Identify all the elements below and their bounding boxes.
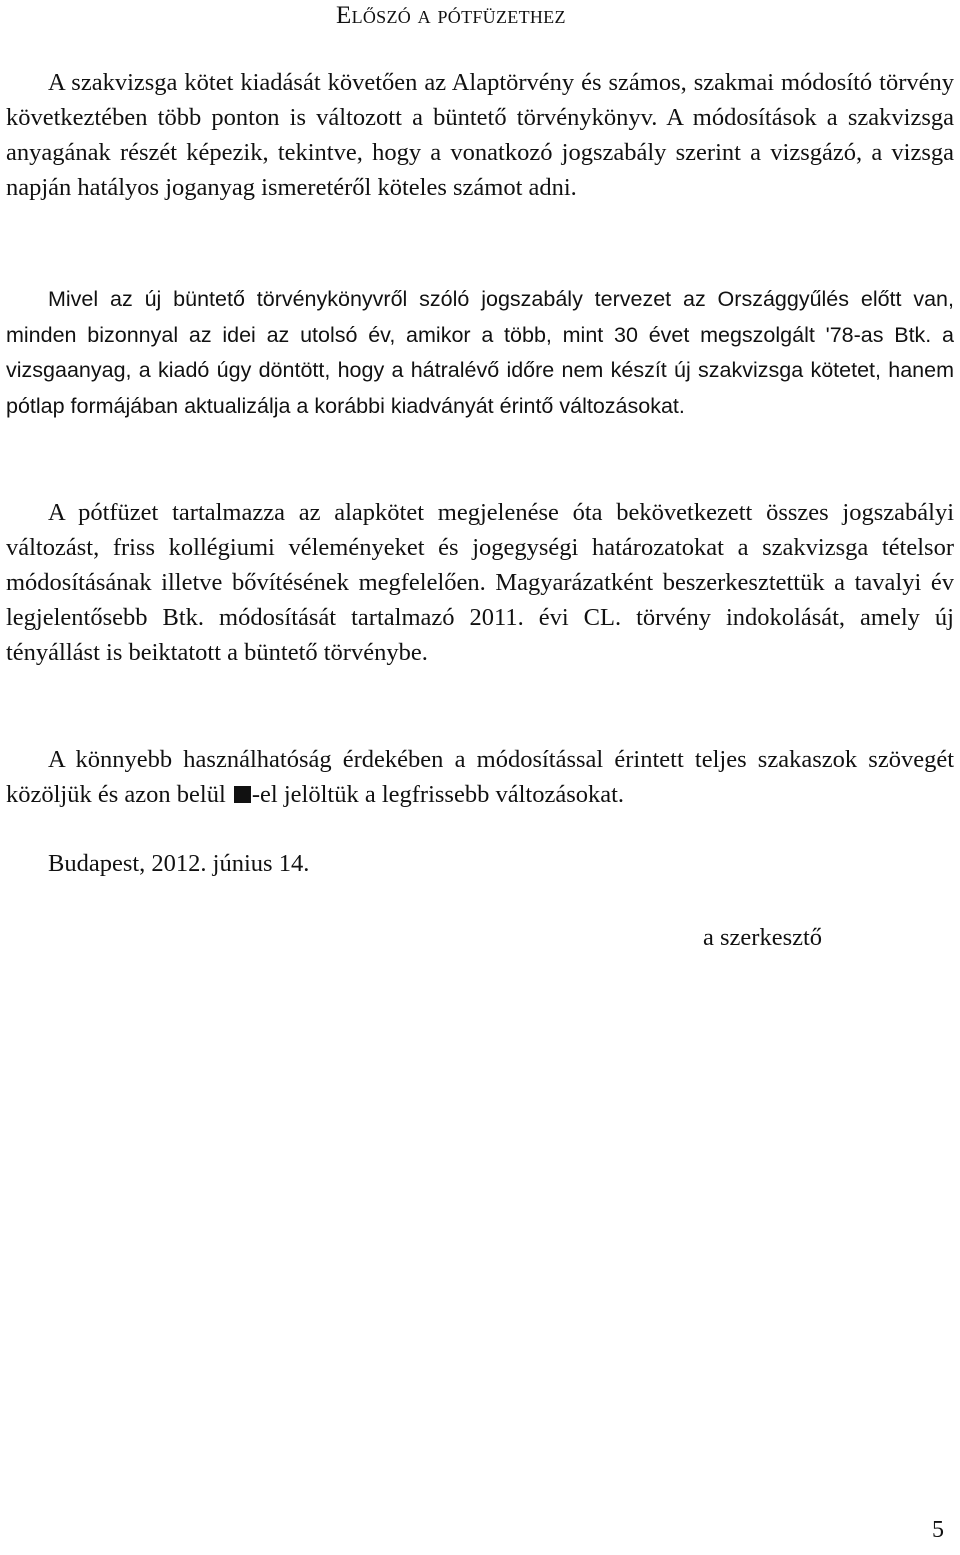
usage-note-text-before: A könnyebb használhatóság érdekében a módosítással érintett teljes szakaszok szövegét közöljük és azon belül (6, 746, 954, 808)
signature: a szerkesztő (703, 924, 823, 951)
page-title: Előszó a pótfüzethez (336, 2, 566, 29)
paragraph-new-code: Mivel az új büntető törvénykönyvről szóló jogszabály tervezet az Országgyűlés előtt van, minden bizonnyal az idei az utolsó év, amikor a több, mint 30 évet megszolgált '78-as Btk. a vizsgaanyag, a kiadó úgy döntött, hogy a hátralévő időre nem készít új szakvizsga kötetet, hanem pótlap formájában aktualizálja a korábbi kiadványát érintő változásokat. (6, 287, 954, 418)
paragraph-supplement-contents: A pótfüzet tartalmazza az alapkötet megjelenése óta bekövetkezett összes jogszabályi változást, friss kollégiumi véleményeket és jogegységi határozatokat a szakvizsga tételsor módosításának illetve bővítésének megfelelően. Magyarázatként beszerkesztettük a tavalyi év legjelentősebb Btk. módosítását tartalmazó 2011. évi CL. törvény indokolását, amely új tényállást is beiktatott a büntető törvénybe. (6, 499, 954, 666)
page-number: 5 (932, 1517, 944, 1543)
dateline: Budapest, 2012. június 14. (48, 850, 310, 877)
paragraph-intro: A szakvizsga kötet kiadását követően az Alaptörvény és számos, szakmai módosító törvény következtében több ponton is változott a büntető törvénykönyv. A módosítások a szakvizsga anyagának részét képezik, tekintve, hogy a vonatkozó jogszabály szerint a vizsgázó, a vizsga napján hatályos joganyag ismeretéről köteles számot adni. (6, 69, 954, 201)
paragraph-usage-note (6, 742, 954, 812)
usage-note-text-after: -el jelöltük a legfrissebb változásokat. (251, 781, 625, 808)
black-square-marker-icon (234, 786, 251, 803)
